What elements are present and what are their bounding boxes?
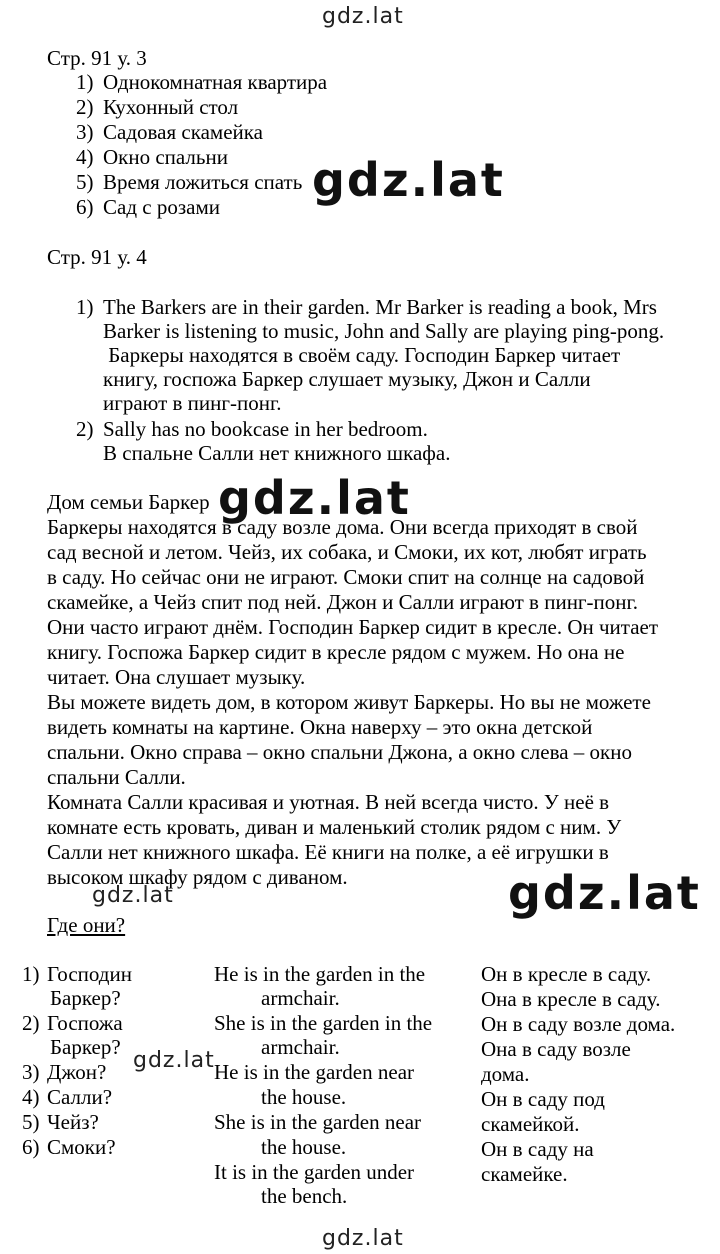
- story-title: Дом семьи Баркер: [47, 490, 210, 514]
- ex3-num-3: 3): [76, 120, 94, 144]
- ex4-item2-line-2: В спальне Салли нет книжного шкафа.: [103, 441, 451, 465]
- ex4-item1-line-2: Barker is listening to music, John and Sally are playing ping-pong.: [103, 319, 665, 343]
- english-answer-line: the bench.: [261, 1184, 348, 1208]
- watermark-top: gdz.lat: [322, 4, 404, 29]
- question-num-2: 2): [22, 1011, 40, 1035]
- ex4-item1-line-1: The Barkers are in their garden. Mr Barker is reading a book, Mrs: [103, 295, 657, 319]
- question-1-line-2: Баркер?: [50, 986, 121, 1010]
- where-heading: Где они?: [47, 913, 126, 937]
- watermark-large-1: gdz.lat: [312, 153, 505, 207]
- english-answer-line: the house.: [261, 1085, 347, 1109]
- story-line: спальни. Окно справа – окно спальни Джона, а окно слева – окно: [47, 740, 632, 764]
- story-line: сад весной и летом. Чейз, их собака, и Смоки, их кот, любят играть: [47, 540, 647, 564]
- ex4-num-1: 1): [76, 295, 94, 319]
- question-2-line-2: Баркер?: [50, 1035, 121, 1059]
- ex4-item1-line-3: Баркеры находятся в своём саду. Господин Баркер читает: [103, 343, 621, 367]
- russian-answer-line: Он в саду под: [481, 1087, 605, 1111]
- ex3-num-4: 4): [76, 145, 94, 169]
- english-answer-line: It is in the garden under: [214, 1160, 415, 1184]
- question-3-line-1: Джон?: [47, 1060, 107, 1084]
- english-answer-line: He is in the garden near: [214, 1060, 415, 1084]
- russian-answer-line: Он в саду возле дома.: [481, 1012, 676, 1036]
- question-num-6: 6): [22, 1135, 40, 1159]
- watermark-small-2: gdz.lat: [133, 1048, 215, 1073]
- ex3-item-3: Садовая скамейка: [103, 120, 263, 144]
- story-line: спальни Салли.: [47, 765, 186, 789]
- english-answer-line: armchair.: [261, 986, 340, 1010]
- question-num-5: 5): [22, 1110, 40, 1134]
- watermark-large-2: gdz.lat: [218, 471, 411, 525]
- ex3-item-4: Окно спальни: [103, 145, 228, 169]
- story-line: Они часто играют днём. Господин Баркер сидит в кресле. Он читает: [47, 615, 659, 639]
- story-line: высоком шкафу рядом с диваном.: [47, 865, 348, 889]
- watermark-large-3: gdz.lat: [508, 866, 701, 920]
- question-5-line-1: Чейз?: [47, 1110, 99, 1134]
- watermark-small-1: gdz.lat: [92, 883, 174, 908]
- story-line: в саду. Но сейчас они не играют. Смоки спит на солнце на садовой: [47, 565, 645, 589]
- question-4-line-1: Салли?: [47, 1085, 113, 1109]
- ex3-item-2: Кухонный стол: [103, 95, 239, 119]
- english-answer-line: She is in the garden near: [214, 1110, 422, 1134]
- story-line: книгу. Госпожа Баркер сидит в кресле рядом с мужем. Но она не: [47, 640, 625, 664]
- english-answer-line: the house.: [261, 1135, 347, 1159]
- story-line: Вы можете видеть дом, в котором живут Баркеры. Но вы не можете: [47, 690, 651, 714]
- ex3-num-5: 5): [76, 170, 94, 194]
- ex3-num-2: 2): [76, 95, 94, 119]
- watermark-bottom: gdz.lat: [322, 1226, 404, 1251]
- ex4-item1-line-4: книгу, госпожа Баркер слушает музыку, Джон и Салли: [103, 367, 591, 391]
- story-line: Комната Салли красивая и уютная. В ней всегда чисто. У неё в: [47, 790, 610, 814]
- russian-answer-line: дома.: [481, 1062, 530, 1086]
- ex3-num-6: 6): [76, 195, 94, 219]
- story-line: читает. Она слушает музыку.: [47, 665, 306, 689]
- story-line: Салли нет книжного шкафа. Её книги на полке, а её игрушки в: [47, 840, 609, 864]
- ex4-item1-line-5: играют в пинг-понг.: [103, 391, 282, 415]
- russian-answer-line: Она в кресле в саду.: [481, 987, 661, 1011]
- ex4-heading: Стр. 91 у. 4: [47, 245, 147, 269]
- ex3-heading: Стр. 91 у. 3: [47, 46, 147, 70]
- ex4-item2-line-1: Sally has no bookcase in her bedroom.: [103, 417, 428, 441]
- russian-answer-line: Она в саду возле: [481, 1037, 631, 1061]
- question-6-line-1: Смоки?: [47, 1135, 116, 1159]
- question-num-3: 3): [22, 1060, 40, 1084]
- story-line: комнате есть кровать, диван и маленький столик рядом с ним. У: [47, 815, 622, 839]
- ex3-item-1: Однокомнатная квартира: [103, 70, 328, 94]
- ex3-item-6: Сад с розами: [103, 195, 220, 219]
- story-line: видеть комнаты на картине. Окна наверху – это окна детской: [47, 715, 593, 739]
- english-answer-line: He is in the garden in the: [214, 962, 426, 986]
- ex4-num-2: 2): [76, 417, 94, 441]
- question-1-line-1: Господин: [47, 962, 132, 986]
- english-answer-line: She is in the garden in the: [214, 1011, 433, 1035]
- ex3-item-5: Время ложиться спать: [103, 170, 303, 194]
- russian-answer-line: скамейкой.: [481, 1112, 580, 1136]
- english-answer-line: armchair.: [261, 1035, 340, 1059]
- story-line: скамейке, а Чейз спит под ней. Джон и Салли играют в пинг-понг.: [47, 590, 639, 614]
- story-line: Баркеры находятся в саду возле дома. Они всегда приходят в свой: [47, 515, 638, 539]
- question-2-line-1: Госпожа: [47, 1011, 123, 1035]
- russian-answer-line: скамейке.: [481, 1162, 568, 1186]
- russian-answer-line: Он в кресле в саду.: [481, 962, 652, 986]
- question-num-4: 4): [22, 1085, 40, 1109]
- question-num-1: 1): [22, 962, 40, 986]
- ex3-num-1: 1): [76, 70, 94, 94]
- russian-answer-line: Он в саду на: [481, 1137, 594, 1161]
